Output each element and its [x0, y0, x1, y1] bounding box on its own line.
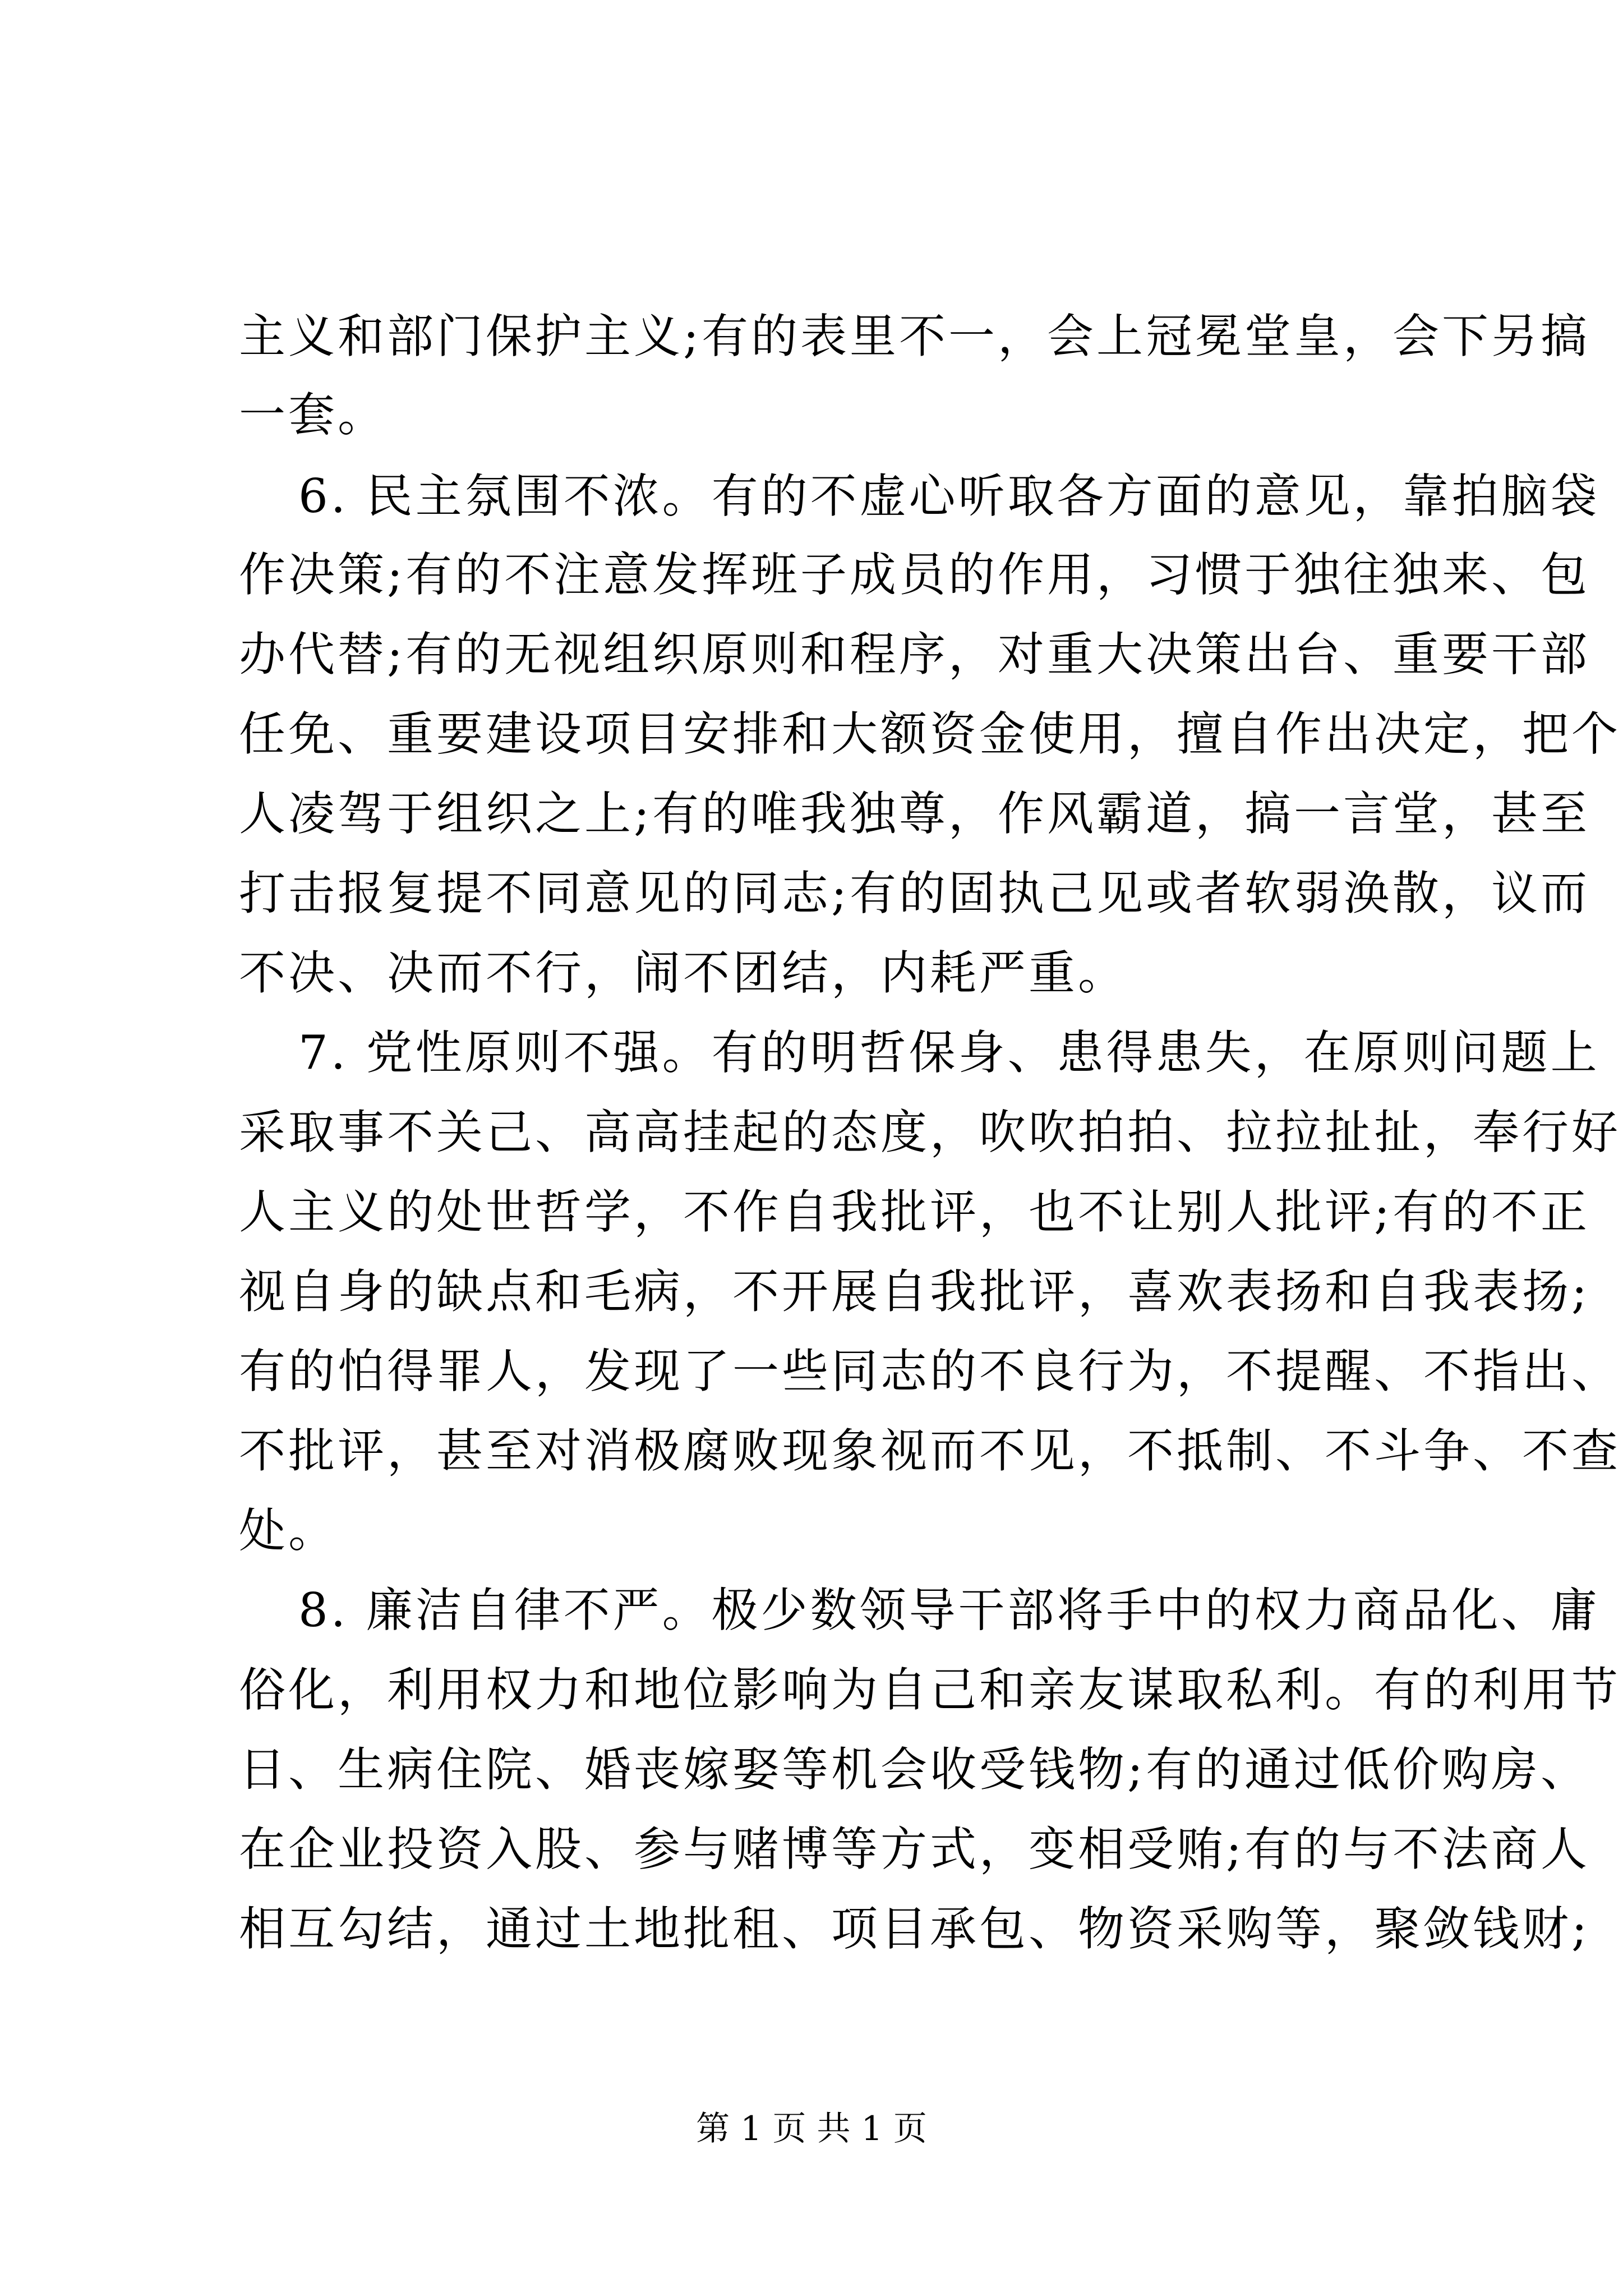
- text-line: 俗化，利用权力和地位影响为自己和亲友谋取私利。有的利用节: [239, 1663, 1621, 1717]
- text-line: 不决、决而不行，闹不团结，内耗严重。: [239, 946, 1127, 1000]
- text-line: 相互勾结，通过土地批租、项目承包、物资采购等，聚敛钱财;: [239, 1902, 1590, 1956]
- text-line: 人主义的处世哲学，不作自我批评，也不让别人批评;有的不正: [239, 1185, 1590, 1239]
- paragraph-6-start: 6. 民主氛围不浓。有的不虚心听取各方面的意见，靠拍脑袋: [298, 469, 1600, 523]
- text-line: 采取事不关己、高高挂起的态度，吹吹拍拍、拉拉扯扯，奉行好: [239, 1105, 1621, 1159]
- text-line: 任免、重要建设项目安排和大额资金使用，擅自作出决定，把个: [239, 707, 1621, 761]
- text-line: 人凌驾于组织之上;有的唯我独尊，作风霸道，搞一言堂，甚至: [239, 786, 1590, 841]
- text-line: 有的怕得罪人，发现了一些同志的不良行为，不提醒、不指出、: [239, 1344, 1621, 1398]
- text-line: 作决策;有的不注意发挥班子成员的作用，习惯于独往独来、包: [239, 547, 1590, 602]
- text-line: 处。: [239, 1503, 338, 1558]
- text-line: 主义和部门保护主义;有的表里不一，会上冠冕堂皇，会下另搞: [239, 309, 1590, 364]
- text-line: 在企业投资入股、参与赌博等方式，变相受贿;有的与不法商人: [239, 1822, 1590, 1876]
- paragraph-8-start: 8. 廉洁自律不严。极少数领导干部将手中的权力商品化、庸: [298, 1583, 1600, 1637]
- text-line: 一套。: [239, 388, 387, 442]
- text-line: 日、生病住院、婚丧嫁娶等机会收受钱物;有的通过低价购房、: [239, 1742, 1590, 1797]
- text-line: 办代替;有的无视组织原则和程序，对重大决策出台、重要干部: [239, 627, 1590, 682]
- page-footer: 第 1 页 共 1 页: [696, 2109, 927, 2148]
- paragraph-7-start: 7. 党性原则不强。有的明哲保身、患得患失，在原则问题上: [298, 1025, 1600, 1080]
- text-line: 视自身的缺点和毛病，不开展自我批评，喜欢表扬和自我表扬;: [239, 1264, 1590, 1319]
- text-line: 不批评，甚至对消极腐败现象视而不见，不抵制、不斗争、不查: [239, 1424, 1621, 1478]
- text-line: 打击报复提不同意见的同志;有的固执己见或者软弱涣散，议而: [239, 866, 1590, 921]
